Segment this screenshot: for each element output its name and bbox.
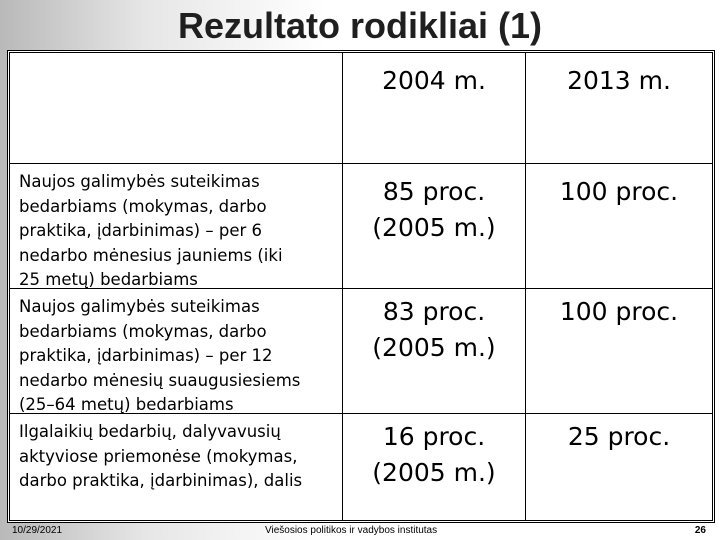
table-cell-2004: 85 proc. (2005 m.) [343, 164, 526, 289]
table-cell-2013: 25 proc. [567, 422, 671, 451]
table-cell-2004: 16 proc. (2005 m.) [343, 414, 526, 520]
table-row-label: Naujos galimybės suteikimas bedarbiams (mokymas, darbo praktika, įdarbinimas) – per 6 nedarbo mėnesius jauniems (iki 25 metų) bedarbiams [10, 164, 343, 289]
table-header-empty [10, 53, 343, 164]
table-header-2013: 2013 m. [526, 53, 712, 164]
slide-title: Rezultato rodikliai (1) [177, 5, 543, 46]
table-header-2004: 2004 m. [343, 53, 526, 164]
footer-page-number: 26 [694, 525, 706, 536]
table-cell-2004: 83 proc. (2005 m.) [343, 289, 526, 414]
table-cell-2013: 100 proc. [526, 289, 712, 414]
table-row-label: Ilgalaikių bedarbių, dalyvavusių aktyviose priemonėse (mokymas, darbo praktika, įdarbinimas), dalis [10, 414, 343, 520]
footer-institution: Viešosios politikos ir vadybos institutas [265, 525, 438, 536]
results-table [7, 50, 715, 523]
table-row-label: Naujos galimybės suteikimas bedarbiams (mokymas, darbo praktika, įdarbinimas) – per 12 nedarbo mėnesių suaugusiesiems (25–64 metų) bedarbiams [10, 289, 343, 414]
table-cell-2013: 100 proc. [526, 164, 712, 289]
footer-date: 10/29/2021 [12, 525, 63, 536]
